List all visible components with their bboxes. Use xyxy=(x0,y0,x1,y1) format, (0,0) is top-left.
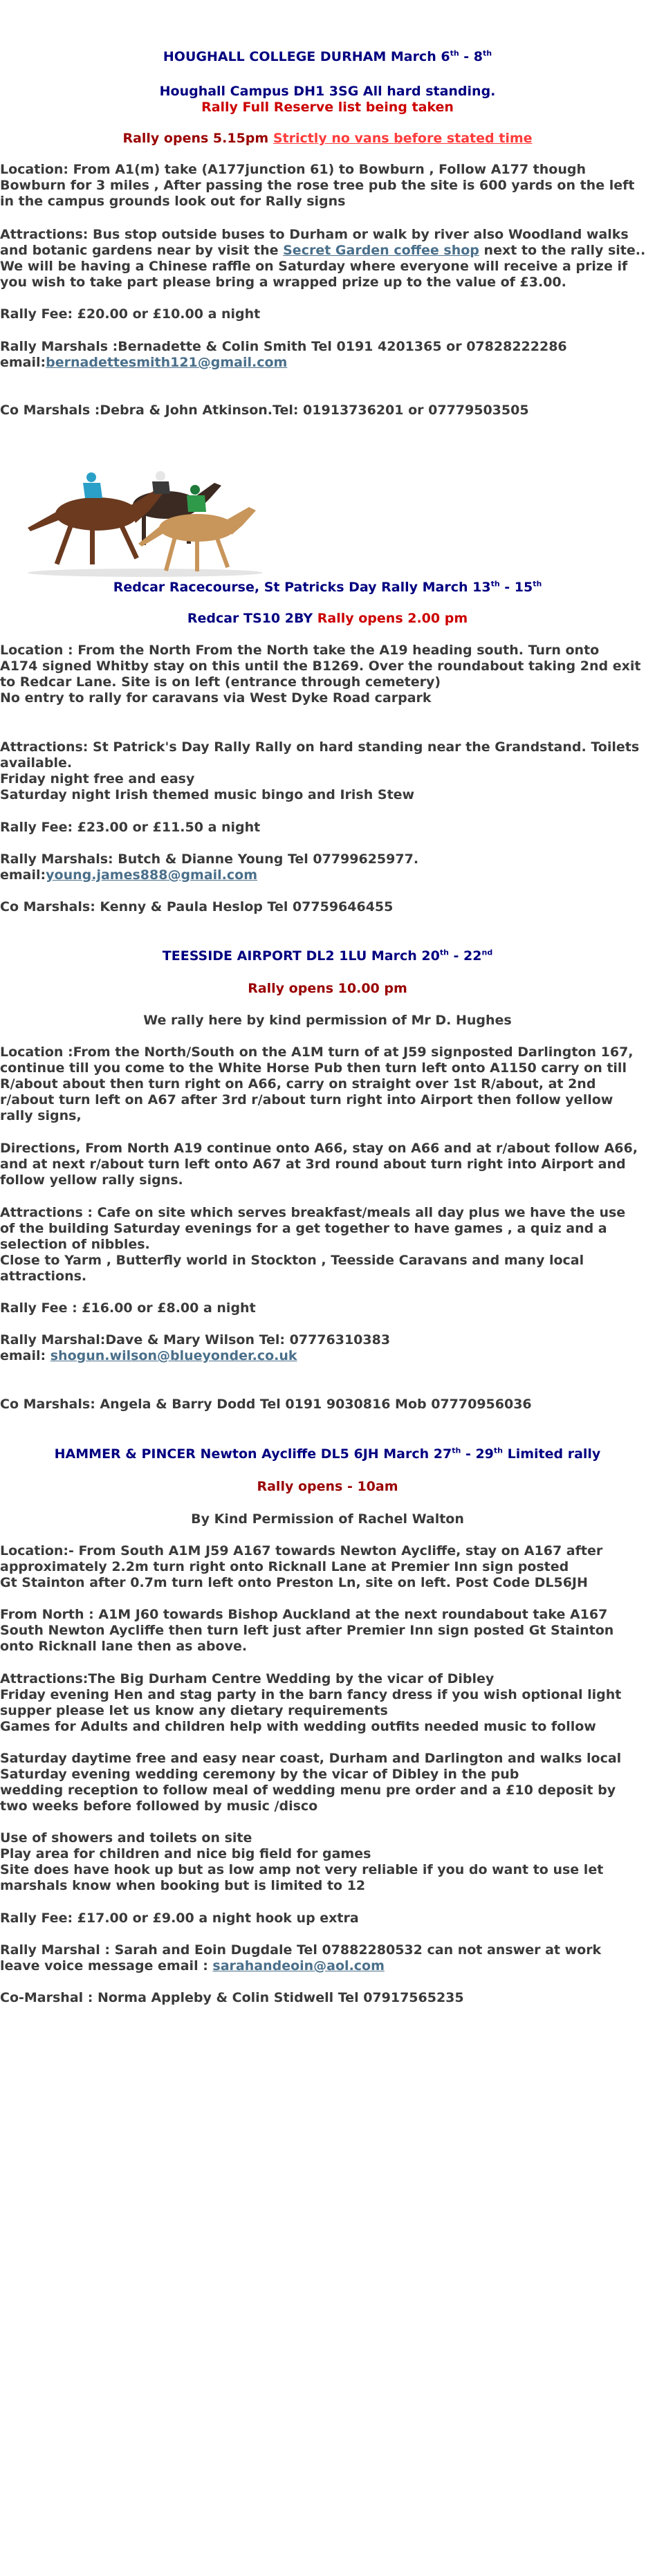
attractions-text: and botanic gardens near by visit the xyxy=(0,243,284,258)
rally-marshals: Rally Marshal:Dave & Mary Wilson Tel: 07776310383 xyxy=(0,1332,391,1347)
event-3-marshals xyxy=(0,1332,655,1364)
event-4-from-north xyxy=(0,1607,655,1655)
location-line: Location : From the North From the North take the A19 heading south. Turn onto xyxy=(0,643,600,658)
event-4-title-text: HAMMER & PINCER Newton Aycliffe DL5 6JH March 27 xyxy=(54,1446,452,1462)
location-line: R/about about then turn right on A66, carry on straight over 1st R/about, at 2nd xyxy=(0,1076,596,1092)
event-3-permission xyxy=(0,1013,655,1029)
location-line: rally signs, xyxy=(0,1108,82,1123)
event-2-opens xyxy=(0,611,655,627)
event-1-attractions xyxy=(0,227,655,291)
rally-fee: Rally Fee: £17.00 or £9.00 a night hook up extra xyxy=(0,1911,359,1926)
directions-line: From North : A1M J60 towards Bishop Auckland at the next roundabout take A167 xyxy=(0,1607,608,1622)
rally-marshals: Rally Marshal : Sarah and Eoin Dugdale Tel 07882280532 can not answer at work xyxy=(0,1942,602,1958)
event-1-title-text-2: - 8 xyxy=(459,49,483,64)
directions-line: Directions, From North A19 continue onto A66, stay on A66 and at r/about follow A66, xyxy=(0,1141,638,1156)
facilities-line: Site does have hook up but as low amp not very reliable if you do want to use let xyxy=(0,1862,604,1877)
event-4-co-marshals xyxy=(0,1990,655,2006)
facilities-line: Use of showers and toilets on site xyxy=(0,1830,252,1846)
directions-line: South Newton Aycliffe then turn left just after Premier Inn sign posted Gt Stainton xyxy=(0,1623,614,1638)
attractions-line: you wish to take part please bring a wrapped prize up to the value of £3.00. xyxy=(0,275,566,290)
location-line: in the campus grounds look out for Rally signs xyxy=(0,194,346,209)
event-1-reserve-text: Rally Full Reserve list being taken xyxy=(201,100,454,115)
event-2-opens-text: Rally opens 2.00 pm xyxy=(317,611,468,626)
permission-text: We rally here by kind permission of Mr D. Hughes xyxy=(143,1013,512,1028)
co-marshals: Co Marshals: Angela & Barry Dodd Tel 0191 9030816 Mob 07770956036 xyxy=(0,1397,532,1412)
attractions-line: Friday night free and easy xyxy=(0,771,195,786)
event-1-no-vans-notice: Strictly no vans before stated time xyxy=(273,131,533,146)
title-sup: th xyxy=(533,579,542,589)
event-2-marshals xyxy=(0,852,655,883)
event-1-marshals xyxy=(0,339,655,371)
email-label: email: xyxy=(0,867,46,883)
co-marshals: Co-Marshal : Norma Appleby & Colin Stidwell Tel 07917565235 xyxy=(0,1990,464,2005)
attractions-line: Attractions: Bus stop outside buses to Durham or walk by river also Woodland walks xyxy=(0,227,629,242)
title-sup: nd xyxy=(481,948,493,957)
event-3-attractions xyxy=(0,1205,655,1285)
facilities-line: Play area for children and nice big field for games xyxy=(0,1846,371,1861)
attractions-line: attractions. xyxy=(0,1269,87,1284)
event-1-campus xyxy=(0,84,655,116)
event-3-title-text: TEESSIDE AIRPORT DL2 1LU March 20 xyxy=(162,948,440,964)
rally-fee: Rally Fee: £23.00 or £11.50 a night xyxy=(0,820,261,835)
saturday-line: Saturday daytime free and easy near coast, Durham and Darlington and walks local xyxy=(0,1751,622,1766)
rally-marshals: Rally Marshals: Butch & Dianne Young Tel 07799625977. xyxy=(0,852,419,867)
email-label: email: xyxy=(0,1348,50,1363)
event-2-attractions xyxy=(0,739,655,803)
attractions-line: Attractions: St Patrick's Day Rally Rally on hard standing near the Grandstand. Toilets xyxy=(0,739,640,755)
event-2-fee xyxy=(0,820,655,836)
event-1-opens xyxy=(0,131,655,147)
email-label: leave voice message email : xyxy=(0,1958,213,1974)
marshal-email-link[interactable]: sarahandeoin@aol.com xyxy=(212,1958,385,1974)
title-sup: th xyxy=(439,948,449,957)
location-line: Location: From A1(m) take (A177junction 61) to Bowburn , Follow A177 though xyxy=(0,162,586,177)
location-line: Bowburn for 3 miles , After passing the rose tree pub the site is 600 yards on the left xyxy=(0,178,635,193)
marshal-email-link[interactable]: shogun.wilson@blueyonder.co.uk xyxy=(50,1348,297,1363)
location-line: continue till you come to the White Horse Pub then turn left onto A1150 carry on till xyxy=(0,1060,627,1076)
event-1-title xyxy=(0,49,655,65)
event-2-title-text: Redcar Racecourse, St Patricks Day Rally March 13 xyxy=(113,580,491,595)
secret-garden-link[interactable]: Secret Garden coffee shop xyxy=(283,243,479,258)
attractions-line: Friday evening Hen and stag party in the barn fancy dress if you wish optional light xyxy=(0,1687,622,1702)
attractions-line: Attractions:The Big Durham Centre Wedding by the vicar of Dibley xyxy=(0,1671,495,1686)
marshal-email-link[interactable]: bernadettesmith121@gmail.com xyxy=(46,355,288,370)
rally-fee: Rally Fee : £16.00 or £8.00 a night xyxy=(0,1300,256,1316)
rally-fee: Rally Fee: £20.00 or £10.00 a night xyxy=(0,306,261,322)
directions-line: and at next r/about turn left onto A67 at 3rd round about turn right into Airport and xyxy=(0,1157,626,1172)
location-line: Location :From the North/South on the A1M turn of at J59 signposted Darlington 167, xyxy=(0,1045,634,1060)
attractions-line: selection of nibbles. xyxy=(0,1237,150,1252)
event-4-marshals xyxy=(0,1942,655,1974)
co-marshals: Co Marshals :Debra & John Atkinson.Tel: 01913736201 or 07779503505 xyxy=(0,403,529,418)
event-3-directions xyxy=(0,1141,655,1188)
event-4-saturday xyxy=(0,1751,655,1814)
event-4-title xyxy=(0,1446,655,1462)
event-1-opens-text: Rally opens 5.15pm xyxy=(122,131,273,146)
location-line: approximately 2.2m turn right onto Ricknall Lane at Premier Inn sign posted xyxy=(0,1559,569,1574)
location-line: to Redcar Lane. Site is on left (entrance through cemetery) xyxy=(0,674,441,690)
attractions-line: Attractions : Cafe on site which serves breakfast/meals all day plus we have the use xyxy=(0,1205,626,1220)
attractions-text: next to the rally site.. xyxy=(479,243,646,258)
event-1-title-text: HOUGHALL COLLEGE DURHAM March 6 xyxy=(163,49,450,64)
saturday-line: wedding reception to follow meal of wedding menu pre order and a £10 deposit by xyxy=(0,1783,616,1798)
location-line: Location:- From South A1M J59 A167 towards Newton Aycliffe, stay on A167 after xyxy=(0,1543,603,1558)
attractions-line: Close to Yarm , Butterfly world in Stockton , Teesside Caravans and many local xyxy=(0,1253,584,1268)
event-3-location xyxy=(0,1045,655,1124)
permission-text: By Kind Permission of Rachel Walton xyxy=(191,1511,464,1527)
event-4-opens-text: Rally opens - 10am xyxy=(257,1479,398,1494)
rally-marshals: Rally Marshals :Bernadette & Colin Smith Tel 0191 4201365 or 07828222286 xyxy=(0,339,567,354)
event-4-facilities xyxy=(0,1830,655,1894)
attractions-line: Saturday night Irish themed music bingo and Irish Stew xyxy=(0,787,415,802)
event-1-location xyxy=(0,162,655,210)
event-4-title-text-2: - 29 xyxy=(461,1446,494,1462)
event-2-co-marshals xyxy=(0,899,655,915)
marshal-email-link[interactable]: young.james888@gmail.com xyxy=(46,867,258,883)
facilities-line: marshals know when booking but is limited to 12 xyxy=(0,1878,366,1893)
event-1-campus-text: Houghall Campus DH1 3SG All hard standing. xyxy=(159,84,496,99)
racing-horses-icon xyxy=(14,462,277,580)
title-sup: th xyxy=(450,48,459,58)
location-line: A174 signed Whitby stay on this until the B1269. Over the roundabout taking 2nd exit xyxy=(0,659,641,674)
event-2-postcode: Redcar TS10 2BY xyxy=(187,611,317,626)
event-3-title xyxy=(0,948,655,964)
directions-line: onto Ricknall lane then as above. xyxy=(0,1639,248,1654)
directions-line: follow yellow rally signs. xyxy=(0,1172,183,1188)
attractions-line: Games for Adults and children help with wedding outfits needed music to follow xyxy=(0,1719,596,1734)
event-2-title-text-2: - 15 xyxy=(499,580,533,595)
event-1-co-marshals xyxy=(0,403,655,418)
email-label: email: xyxy=(0,355,46,370)
event-3-opens-text: Rally opens 10.00 pm xyxy=(248,981,407,996)
attractions-line: We will be having a Chinese raffle on Saturday where everyone will receive a prize if xyxy=(0,259,628,274)
title-sup: th xyxy=(490,579,500,589)
attractions-line: of the building Saturday evenings for a get together to have games , a quiz and a xyxy=(0,1221,607,1236)
event-1-fee xyxy=(0,306,655,322)
title-sup: th xyxy=(493,1446,503,1455)
event-2-title xyxy=(0,580,655,596)
attractions-line: supper please let us know any dietary requirements xyxy=(0,1703,388,1718)
location-line: Gt Stainton after 0.7m turn left onto Preston Ln, site on left. Post Code DL56JH xyxy=(0,1575,588,1590)
saturday-line: Saturday evening wedding ceremony by the vicar of Dibley in the pub xyxy=(0,1767,519,1782)
attractions-line: available. xyxy=(0,755,73,771)
location-line: No entry to rally for caravans via West Dyke Road carpark xyxy=(0,690,432,706)
location-line: r/about turn left on A67 after 3rd r/about turn right into Airport then follow yellow xyxy=(0,1092,614,1107)
event-4-fee xyxy=(0,1911,655,1926)
event-4-permission xyxy=(0,1511,655,1527)
event-4-location xyxy=(0,1543,655,1591)
title-sup: th xyxy=(483,48,492,58)
event-4-attractions xyxy=(0,1671,655,1735)
event-3-title-text-2: - 22 xyxy=(448,948,482,964)
event-3-fee xyxy=(0,1300,655,1316)
event-4-title-text-3: Limited rally xyxy=(502,1446,601,1462)
event-2-location xyxy=(0,643,655,706)
event-3-co-marshals xyxy=(0,1397,655,1413)
title-sup: th xyxy=(452,1446,461,1455)
event-4-opens xyxy=(0,1479,655,1495)
saturday-line: two weeks before followed by music /disco xyxy=(0,1798,318,1814)
co-marshals: Co Marshals: Kenny & Paula Heslop Tel 07759646455 xyxy=(0,899,394,914)
event-3-opens xyxy=(0,981,655,997)
